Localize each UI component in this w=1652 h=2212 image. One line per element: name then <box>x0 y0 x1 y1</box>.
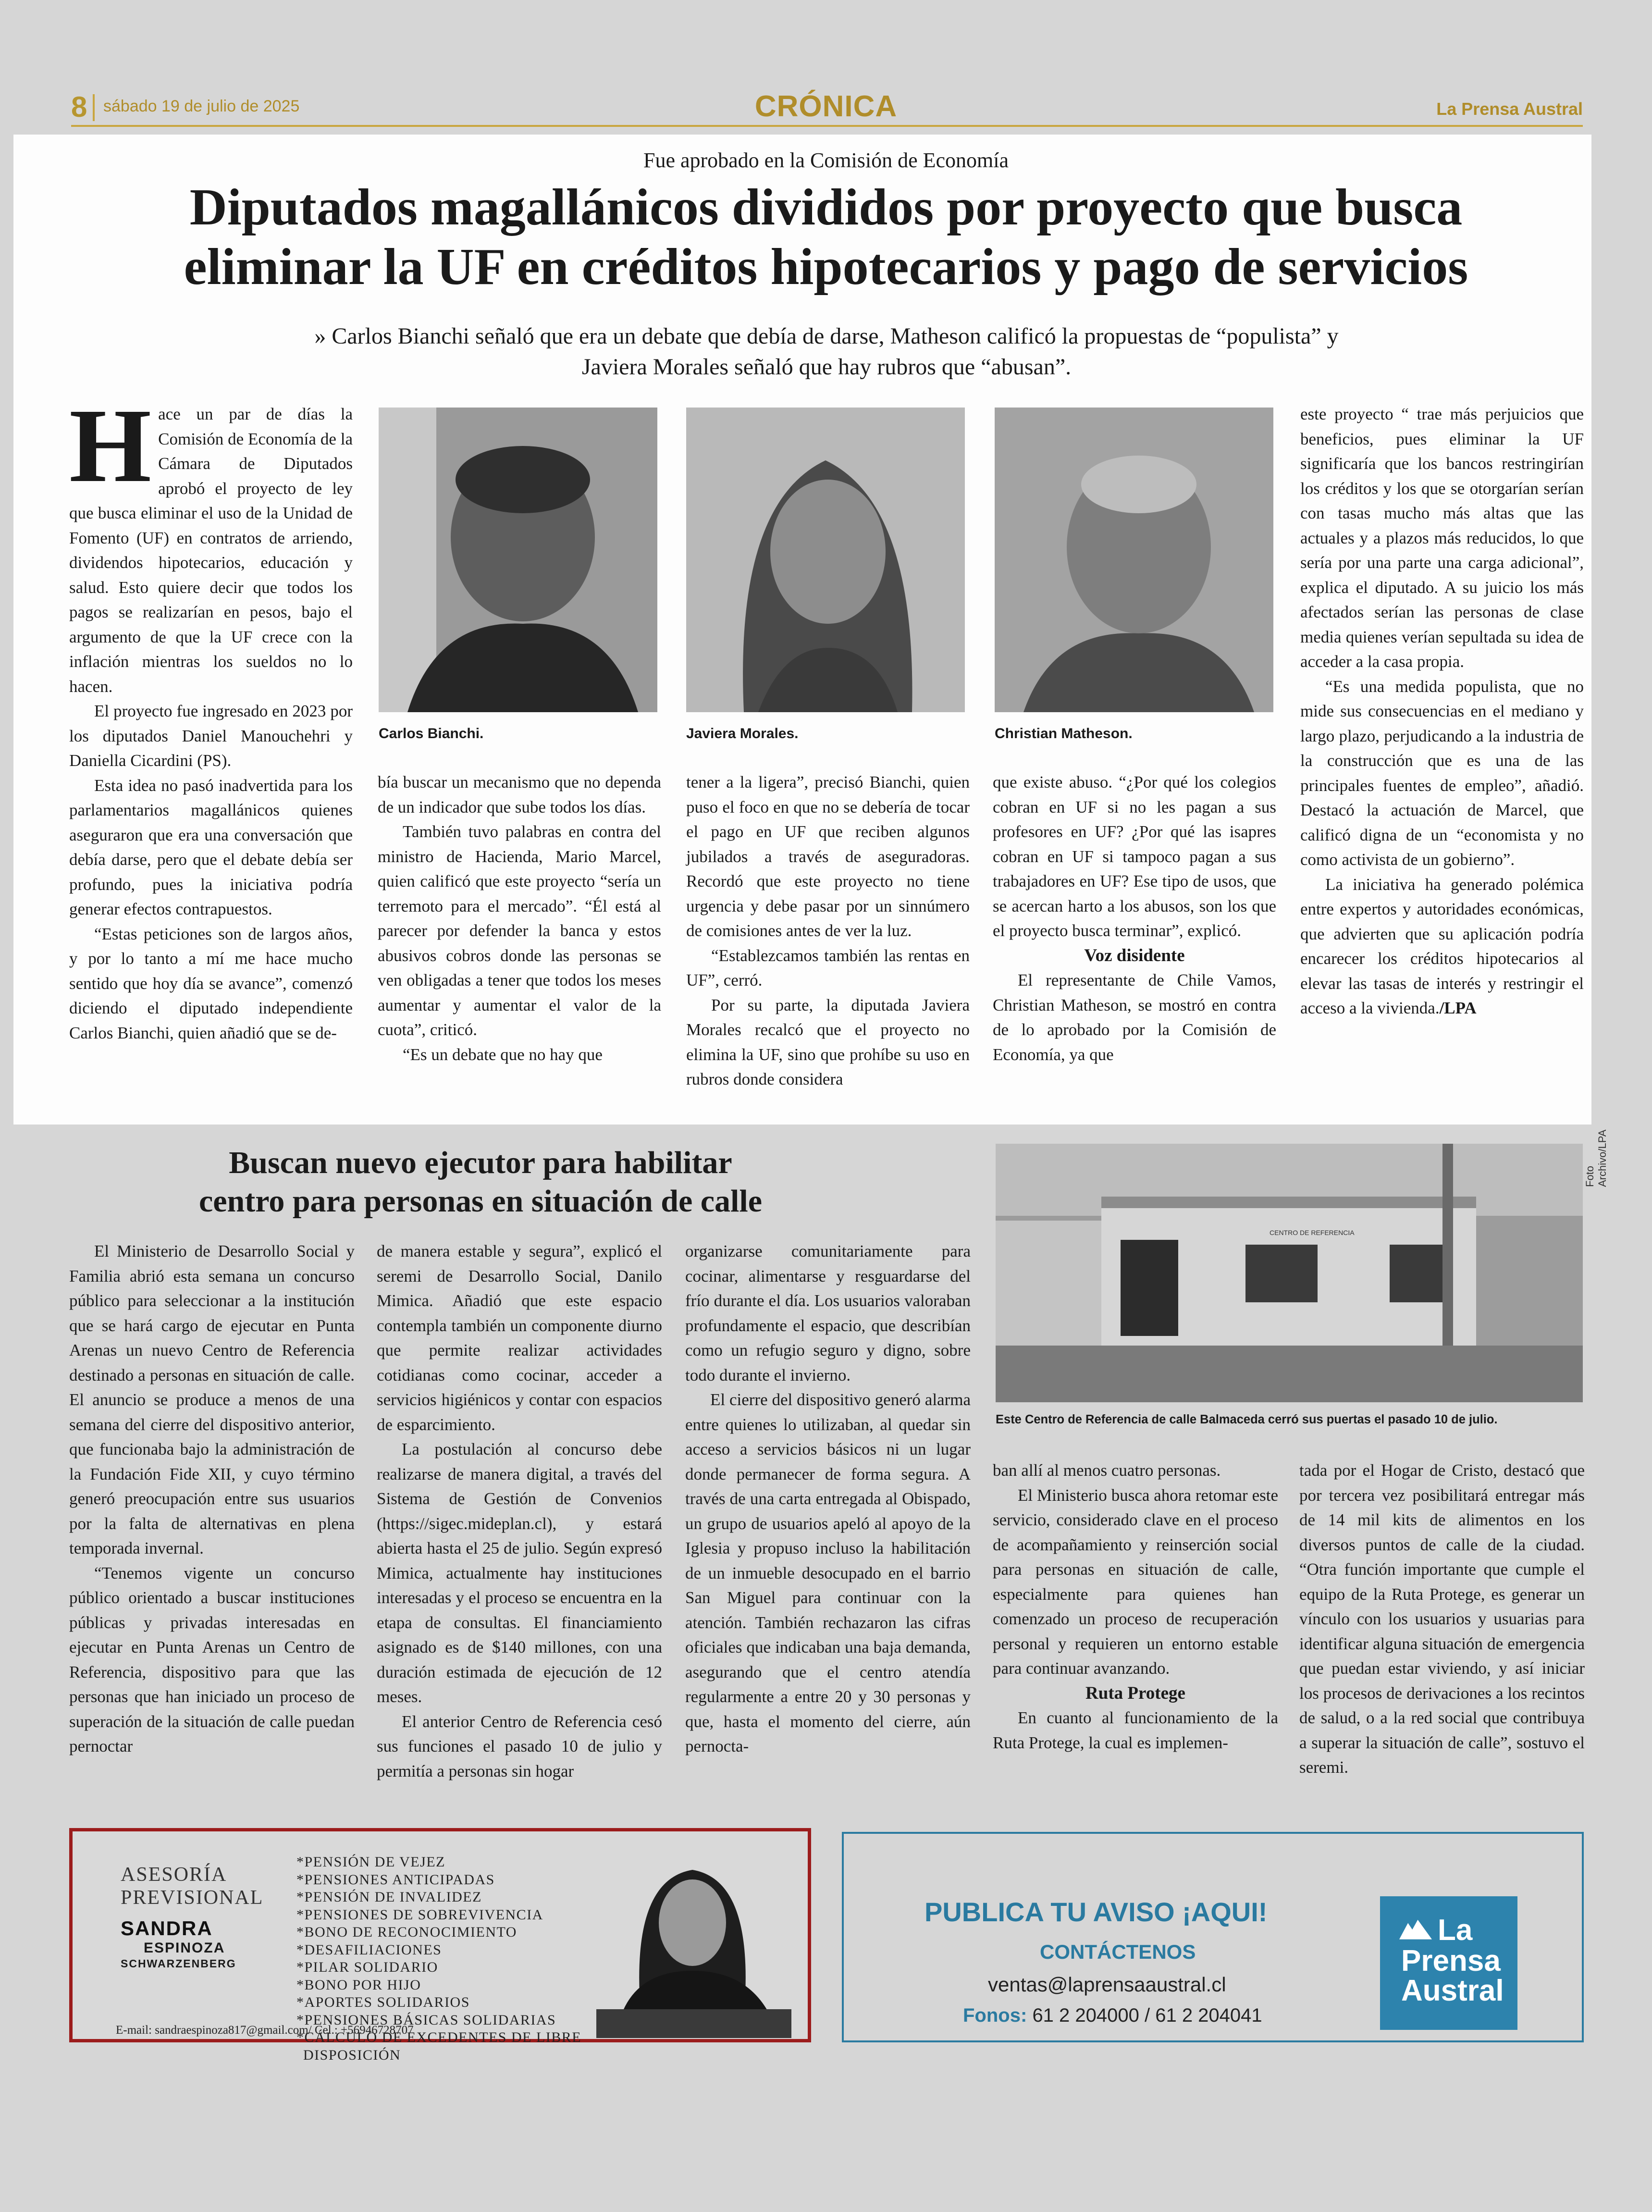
ad-email[interactable]: ventas@laprensaaustral.cl <box>988 1973 1226 1996</box>
list-item: *CÁLCULO DE EXCEDENTES DE LIBRE <box>296 2029 582 2045</box>
paragraph: El proyecto fue ingresado en 2023 por los diputados Daniel Manouchehri y Daniella Cicardini (PS). <box>69 702 353 770</box>
photo-carlos-bianchi <box>379 408 657 712</box>
portrait-illustration <box>379 408 657 712</box>
ad-portrait <box>596 1851 791 2038</box>
logo-line-1: La <box>1438 1914 1473 1947</box>
list-item: *APORTES SOLIDARIOS <box>296 1994 470 2010</box>
article2-headline <box>144 1144 817 1221</box>
list-item: DISPOSICIÓN <box>303 2047 401 2063</box>
photo-caption: Carlos Bianchi. <box>379 726 484 741</box>
portrait-illustration <box>596 1851 791 2038</box>
paragraph: Esta idea no pasó inadvertida para los parlamentarios magallánicos quienes aseguraron que era una conversación que debía darse, pero que el debate debía ser profundo, pues la iniciativa podría generar efectos contrapuestos. <box>69 776 353 918</box>
advertisement-pension-advisory <box>69 1828 811 2063</box>
section-title: CRÓNICA <box>754 90 898 123</box>
issue-date: sábado 19 de julio de 2025 <box>103 97 300 115</box>
article2-column-2 <box>377 1239 662 1783</box>
paragraph: También tuvo palabras en contra del ministro de Hacienda, Mario Marcel, quien calificó que este proyecto “sería un terremoto para el mercado”. “Él está al parecer por defender la banca y estos abusivos cobros donde las personas se ven obligadas a tener que todos los meses aumentar y aumentar el valor de la cuota”, criticó. <box>378 822 661 1039</box>
paragraph: La iniciativa ha generado polémica entre expertos y autoridades económicas, que advierten que su aplicación podría encarecer los créditos hipotecarios al elevar las tasas de interés y restringir el acceso a la vivienda. <box>1300 875 1584 1017</box>
headline-line-1: Buscan nuevo ejecutor para habilitar <box>229 1145 732 1180</box>
building-sign: CENTRO DE REFERENCIA <box>1270 1229 1355 1236</box>
newspaper-brand: La Prensa Austral <box>1436 99 1583 119</box>
phones-label: Fonos: <box>963 2005 1027 2026</box>
paragraph: tada por el Hogar de Cristo, destacó que por tercera vez posibilitará entregar más de 14 mil kits de alimentos en los diversos puntos de calle de la ciudad. “Otra función importante que cumple el equipo de la Ruta Protege, es generar un vínculo con los usuarios y usuarias para identificar alguna situación de emergencia que puedan estar viviendo, y así iniciar los procesos de derivaciones a los recintos de salud, o a la red social que contribuya a superar la situación de calle”, sostuvo el seremi. <box>1299 1461 1585 1777</box>
paragraph: este proyecto “ trae más perjuicios que beneficios, pues eliminar la UF significaría que los bancos restringirían los créditos y los que se otorgarían serían con tasas mucho más altas que las actuales y a plazos más reducidos, lo que sería por una parte una carga adicional”, explica el diputado. A su juicio los más afectados serían las personas de clase media quienes verían sepultada su idea de acceder a la casa propia. <box>1300 405 1584 671</box>
header-rule <box>71 125 1583 127</box>
paragraph: “Tenemos vigente un concurso público orientado a buscar instituciones públicas y privadas interesadas en ejecutar en Punta Arenas un Centro de Referencia, dispositivo para que las personas que han iniciado un proceso de superación de la situación de calle puedan pernoctar <box>69 1563 355 1755</box>
photo-credit: Foto Archivo/LPA <box>1584 1129 1608 1187</box>
ad-title-line-2: PREVISIONAL <box>121 1887 264 1909</box>
signoff: /LPA <box>1439 999 1477 1017</box>
building-photo <box>996 1144 1583 1402</box>
ad-contact: E-mail: sandraespinoza817@gmail.com/ Cel.: +56946728707 <box>116 2024 414 2037</box>
list-item: *PENSIONES DE SOBREVIVENCIA <box>296 1906 543 1923</box>
list-item: *BONO DE RECONOCIMIENTO <box>296 1924 517 1940</box>
list-item: *PILAR SOLIDARIO <box>296 1959 438 1975</box>
building-photo-caption: Este Centro de Referencia de calle Balmaceda cerró sus puertas el pasado 10 de julio. <box>996 1413 1498 1426</box>
article1-column-2 <box>378 770 661 1067</box>
headline-line-2: centro para personas en situación de calle <box>198 1184 763 1219</box>
portrait-illustration <box>995 408 1273 712</box>
photo-javiera-morales <box>686 408 965 712</box>
article2-column-5 <box>1299 1458 1585 1780</box>
paragraph: ace un par de días la Comisión de Economía de la Cámara de Diputados aprobó el proyecto de ley que busca eliminar el uso de la Unidad de Fomento (UF) en contratos de arriendo, dividendos hipotecarios, educación y salud. Esto quiere decir que todos los pagos se realizarían en pesos, bajo el argumento de que la UF crece con la inflación mientras los sueldos no lo hacen. <box>69 405 353 696</box>
article2-column-1 <box>69 1239 355 1759</box>
paragraph: El Ministerio de Desarrollo Social y Familia abrió esta semana un concurso público para seleccionar a la institución que se hará cargo de ejecutar en Punta Arenas un nuevo Centro de Referencia destinado a personas en situación de calle. El anuncio se produce a menos de una semana del cierre del dispositivo anterior, que funcionaba bajo la administración de la Fundación Fide XII, y cuyo término generó preocupación entre sus usuarios por la falta de alternativas en plena temporada invernal. <box>69 1242 355 1557</box>
mountains-icon <box>1399 1917 1432 1940</box>
la-prensa-austral-logo <box>1380 1896 1517 2030</box>
paragraph: “Establezcamos también las rentas en UF”, cerró. <box>686 946 970 989</box>
article1-column-1 <box>69 387 353 1045</box>
article1-column-5 <box>1300 402 1584 1021</box>
advertisement-publish-your-ad <box>842 1832 1584 2042</box>
article1-column-3 <box>686 770 970 1092</box>
ad-title <box>121 1863 263 1909</box>
list-item: *BONO POR HIJO <box>296 1977 421 1993</box>
paragraph: “Es un debate que no hay que <box>403 1045 603 1064</box>
photo-christian-matheson <box>995 408 1273 712</box>
article-kicker: Fue aprobado en la Comisión de Economía <box>643 148 1009 172</box>
list-item: *PENSIONES BÁSICAS SOLIDARIAS <box>296 2012 556 2028</box>
ad-surname-1: ESPINOZA <box>144 1940 225 1956</box>
list-item: *PENSIÓN DE VEJEZ <box>296 1854 445 1870</box>
article2-column-4 <box>993 1458 1278 1755</box>
phones-value: 61 2 204000 / 61 2 204041 <box>1032 2005 1262 2026</box>
deck-text: Carlos Bianchi señaló que era un debate que debía de darse, Matheson calificó la propuestas de “populista” y Javiera Morales señaló que hay rubros que “abusan”. <box>332 323 1339 380</box>
ad-headline: PUBLICA TU AVISO ¡AQUI! <box>925 1897 1268 1927</box>
headline-line-1: Diputados magallánicos divididos por proyecto que busca <box>189 179 1463 236</box>
portrait-illustration <box>686 408 965 712</box>
ad-phones <box>963 2005 1262 2027</box>
article2-column-3 <box>685 1239 971 1759</box>
article1-column-4 <box>993 770 1276 1067</box>
paragraph: Por su parte, la diputada Javiera Morales recalcó que el proyecto no elimina la UF, sino que prohíbe su uso en rubros donde considera <box>686 995 970 1088</box>
paragraph: “Estas peticiones son de largos años, y por lo tanto a mí me hace mucho sentido que hoy día se avance”, comenzó diciendo el diputado independiente Carlos Bianchi, quien añadió que se de- <box>69 924 353 1042</box>
list-item: *DESAFILIACIONES <box>296 1941 442 1958</box>
paragraph: organizarse comunitariamente para cocinar, alimentarse y resguardarse del frío durante el día. Los usuarios valoraban profundamente el espacio, que describían como un refugio seguro y digno, sobre todo durante el invierno. <box>685 1242 971 1384</box>
paragraph: El anterior Centro de Referencia cesó sus funciones el pasado 10 de julio y permitía a personas sin hogar <box>377 1712 662 1780</box>
ad-surname-2: SCHWARZENBERG <box>121 1957 236 1970</box>
ad-contact-label: CONTÁCTENOS <box>1040 1940 1196 1963</box>
list-item: *PENSIONES ANTICIPADAS <box>296 1871 495 1888</box>
headline-line-2: eliminar la UF en créditos hipotecarios y pago de servicios <box>184 238 1468 296</box>
article-headline <box>0 178 1652 297</box>
paragraph: de manera estable y segura”, explicó el seremi de Desarrollo Social, Danilo Mimica. Añadió que este espacio contempla también un componente diurno que permite realizar actividades cotidianas como cocinar, acceder a servicios higiénicos y contar con espacios de esparcimiento. <box>377 1242 662 1434</box>
paragraph: La postulación al concurso debe realizarse de manera digital, a través del Sistema de Gestión de Convenios (https://sigec.mideplan.cl), y estará abierta hasta el 25 de julio. Según expresó Mimica, actualmente hay instituciones interesadas y el proceso se encuentra en la etapa de consultas. El financiamiento asignado es de $140 millones, con una duración estimada de ejecución de 12 meses. <box>377 1440 662 1706</box>
ad-name: SANDRA <box>121 1917 213 1940</box>
paragraph: bía buscar un mecanismo que no dependa de un indicador que sube todos los días. <box>378 773 661 816</box>
paragraph: “Es una medida populista, que no mide sus consecuencias en el mediano y largo plazo, perjudicando a la industria de la construcción que es una de las principales fuentes de empleo”, añadió. Destacó la actuación de Marcel, que calificó digna de un “economista y no como activista de un gobierno”. <box>1300 677 1584 869</box>
paragraph: ban allí al menos cuatro personas. <box>993 1461 1221 1480</box>
photo-caption: Javiera Morales. <box>686 726 799 741</box>
building-illustration <box>996 1144 1583 1402</box>
page-number: 8 <box>71 91 87 123</box>
list-item: *PENSIÓN DE INVALIDEZ <box>296 1889 482 1905</box>
ad-title-line-1: ASESORÍA <box>121 1864 227 1886</box>
paragraph: El cierre del dispositivo generó alarma entre quienes lo utilizaban, al quedar sin acceso a servicios básicos ni un lugar donde permanecer de forma segura. A través de una carta entregada al Obispado, un grupo de usuarios apeló al apoyo de la Iglesia y propuso incluso la habilitación de un inmueble desocupado en el barrio San Miguel para continuar con la atención. También rechazaron las cifras oficiales que indicaban una baja demanda, asegurando que el centro atendía regularmente a entre 20 y 30 personas y que, hasta el momento del cierre, aún pernocta- <box>685 1390 971 1755</box>
paragraph: El Ministerio busca ahora retomar este servicio, considerado clave en el proceso de acompañamiento y reinserción social para personas en situación de calle, especialmente para quienes han comenzado un proceso de recuperación personal y requieren un entorno estable para continuar avanzando. <box>993 1485 1278 1678</box>
photo-caption: Christian Matheson. <box>995 726 1133 741</box>
paragraph: En cuanto al funcionamiento de la Ruta Protege, la cual es implemen- <box>993 1708 1278 1752</box>
logo-line-2: Prensa <box>1401 1944 1501 1977</box>
logo-line-3: Austral <box>1401 1974 1504 2007</box>
deck-arrow-icon: » <box>314 323 326 349</box>
drop-cap: H <box>69 387 152 504</box>
article-deck <box>308 321 1345 383</box>
subheading: Voz disidente <box>1084 945 1185 965</box>
subheading: Ruta Protege <box>1085 1683 1185 1703</box>
paragraph: que existe abuso. “¿Por qué los colegios cobran en UF si no les pagan a sus profesores en UF? ¿Por qué las isapres cobran en UF si tampoco pagan a sus trabajadores en UF? Ese tipo de usos, que se acercan harto a los abusos, son los que el proyecto busca terminar”, explicó. <box>993 773 1276 940</box>
paragraph: tener a la ligera”, precisó Bianchi, quien puso el foco en que no se debería de tocar el pago en UF que reciben algunos jubilados a través de aseguradoras. Recordó que este proyecto no tiene urgencia y debe pasar por un sinnúmero de comisiones antes de ver la luz. <box>686 773 970 940</box>
paragraph: El representante de Chile Vamos, Christian Matheson, se mostró en contra de lo aprobado por la Comisión de Economía, ya que <box>993 971 1276 1064</box>
